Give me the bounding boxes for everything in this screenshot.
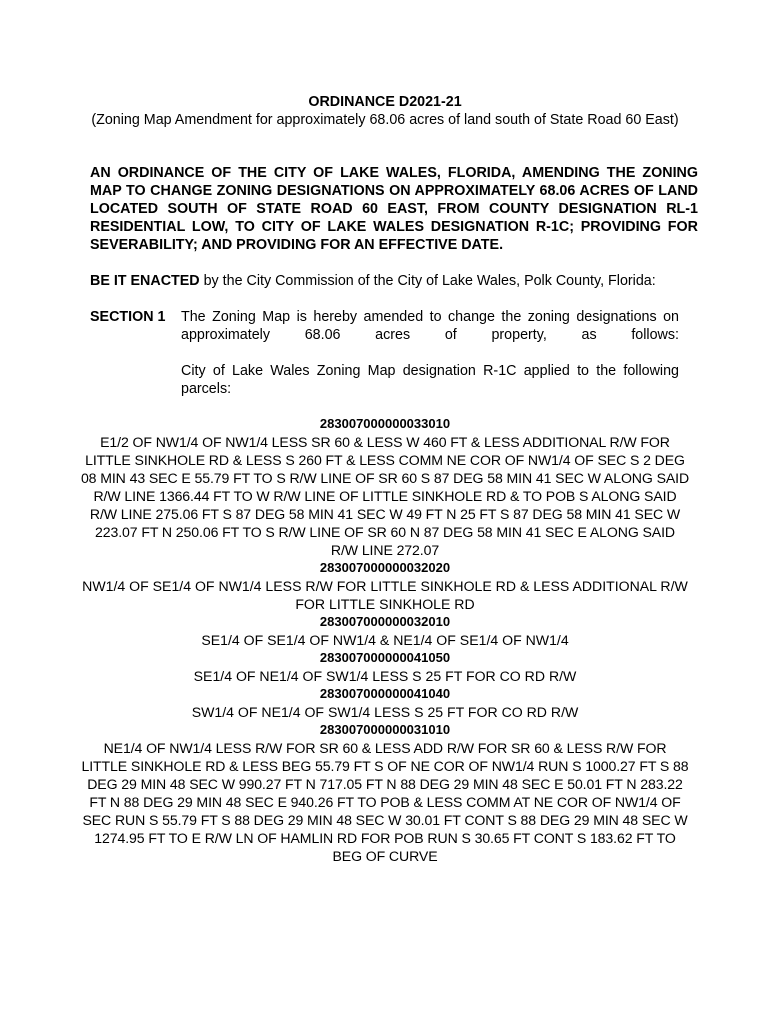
parcel-id: 283007000000032020: [319, 560, 451, 575]
section-1-label: SECTION 1: [90, 309, 166, 325]
enacting-clause: [90, 272, 690, 290]
parcel-id: 283007000000041040: [319, 686, 451, 701]
parcel-list: [80, 415, 690, 865]
section-1-designation: City of Lake Wales Zoning Map designation R-1C applied to the following parcels:: [181, 363, 679, 397]
parcel-description: NE1/4 OF NW1/4 LESS R/W FOR SR 60 & LESS ADD R/W FOR SR 60 & LESS R/W FOR LITTLE SINKHOLE RD & LESS BEG 55.79 FT S OF NE COR OF NW1/4 RUN S 1000.27 FT S 88 DEG 29 MIN 48 SEC W 990.27 FT N 717.05 FT N 88 DEG 29 MIN 48 SEC E 50.01 FT N 283.22 FT N 88 DEG 29 MIN 48 SEC E 940.26 FT TO POB & LESS COMM AT NE COR OF NW1/4 OF SEC RUN S 55.79 FT S 88 DEG 29 MIN 48 SEC W 30.01 FT CONT S 88 DEG 29 MIN 48 SEC W 1274.95 FT TO E R/W LN OF HAMLIN RD FOR POB RUN S 30.65 FT CONT S 183.62 FT TO BEG OF CURVE: [81, 740, 689, 864]
enacting-lead: BE IT ENACTED: [90, 273, 200, 289]
parcel-description: E1/2 OF NW1/4 OF NW1/4 LESS SR 60 & LESS W 460 FT & LESS ADDITIONAL R/W FOR LITTLE SINKHOLE RD & LESS S 260 FT & LESS COMM NE COR OF NW1/4 OF SEC S 2 DEG 08 MIN 43 SEC E 55.79 FT TO S R/W LINE OF SR 60 S 87 DEG 58 MIN 41 SEC W ALONG SAID R/W LINE 1366.44 FT TO W R/W LINE OF LITTLE SINKHOLE RD & TO POB S ALONG SAID R/W LINE 275.06 FT S 87 DEG 58 MIN 41 SEC W 49 FT N 25 FT S 87 DEG 58 MIN 41 SEC W 223.07 FT N 250.06 FT TO S R/W LINE OF SR 60 N 87 DEG 58 MIN 41 SEC E ALONG SAID R/W LINE 272.07: [80, 434, 690, 558]
ordinance-title: ORDINANCE D2021-21: [308, 94, 462, 110]
parcel-description: SW1/4 OF NE1/4 OF SW1/4 LESS S 25 FT FOR CO RD R/W: [191, 704, 579, 720]
ordinance-caption: AN ORDINANCE OF THE CITY OF LAKE WALES, FLORIDA, AMENDING THE ZONING MAP TO CHANGE ZONING DESIGNATIONS ON APPROXIMATELY 68.06 ACRES OF LAND LOCATED SOUTH OF STATE ROAD 60 EAST, FROM COUNTY DESIGNATION RL-1 RESIDENTIAL LOW, TO CITY OF LAKE WALES DESIGNATION R-1C; PROVIDING FOR SEVERABILITY; AND PROVIDING FOR AN EFFECTIVE DATE.: [90, 165, 698, 253]
parcel-description: SE1/4 OF SE1/4 OF NW1/4 & NE1/4 OF SE1/4 OF NW1/4: [201, 632, 569, 648]
parcel-id: 283007000000031010: [319, 722, 451, 737]
ordinance-subtitle: (Zoning Map Amendment for approximately 68.06 acres of land south of State Road 60 East): [91, 112, 679, 128]
section-1-text: The Zoning Map is hereby amended to change the zoning designations on approximately 68.06 acres of property, as follows:: [181, 309, 679, 343]
parcel-id: 283007000000033010: [319, 416, 451, 431]
parcel-description: NW1/4 OF SE1/4 OF NW1/4 LESS R/W FOR LITTLE SINKHOLE RD & LESS ADDITIONAL R/W FOR LITTLE SINKHOLE RD: [82, 578, 688, 612]
parcel-description: SE1/4 OF NE1/4 OF SW1/4 LESS S 25 FT FOR CO RD R/W: [193, 668, 577, 684]
parcel-id: 283007000000041050: [319, 650, 451, 665]
enacting-text: by the City Commission of the City of Lake Wales, Polk County, Florida:: [199, 273, 656, 289]
parcel-id: 283007000000032010: [319, 614, 451, 629]
